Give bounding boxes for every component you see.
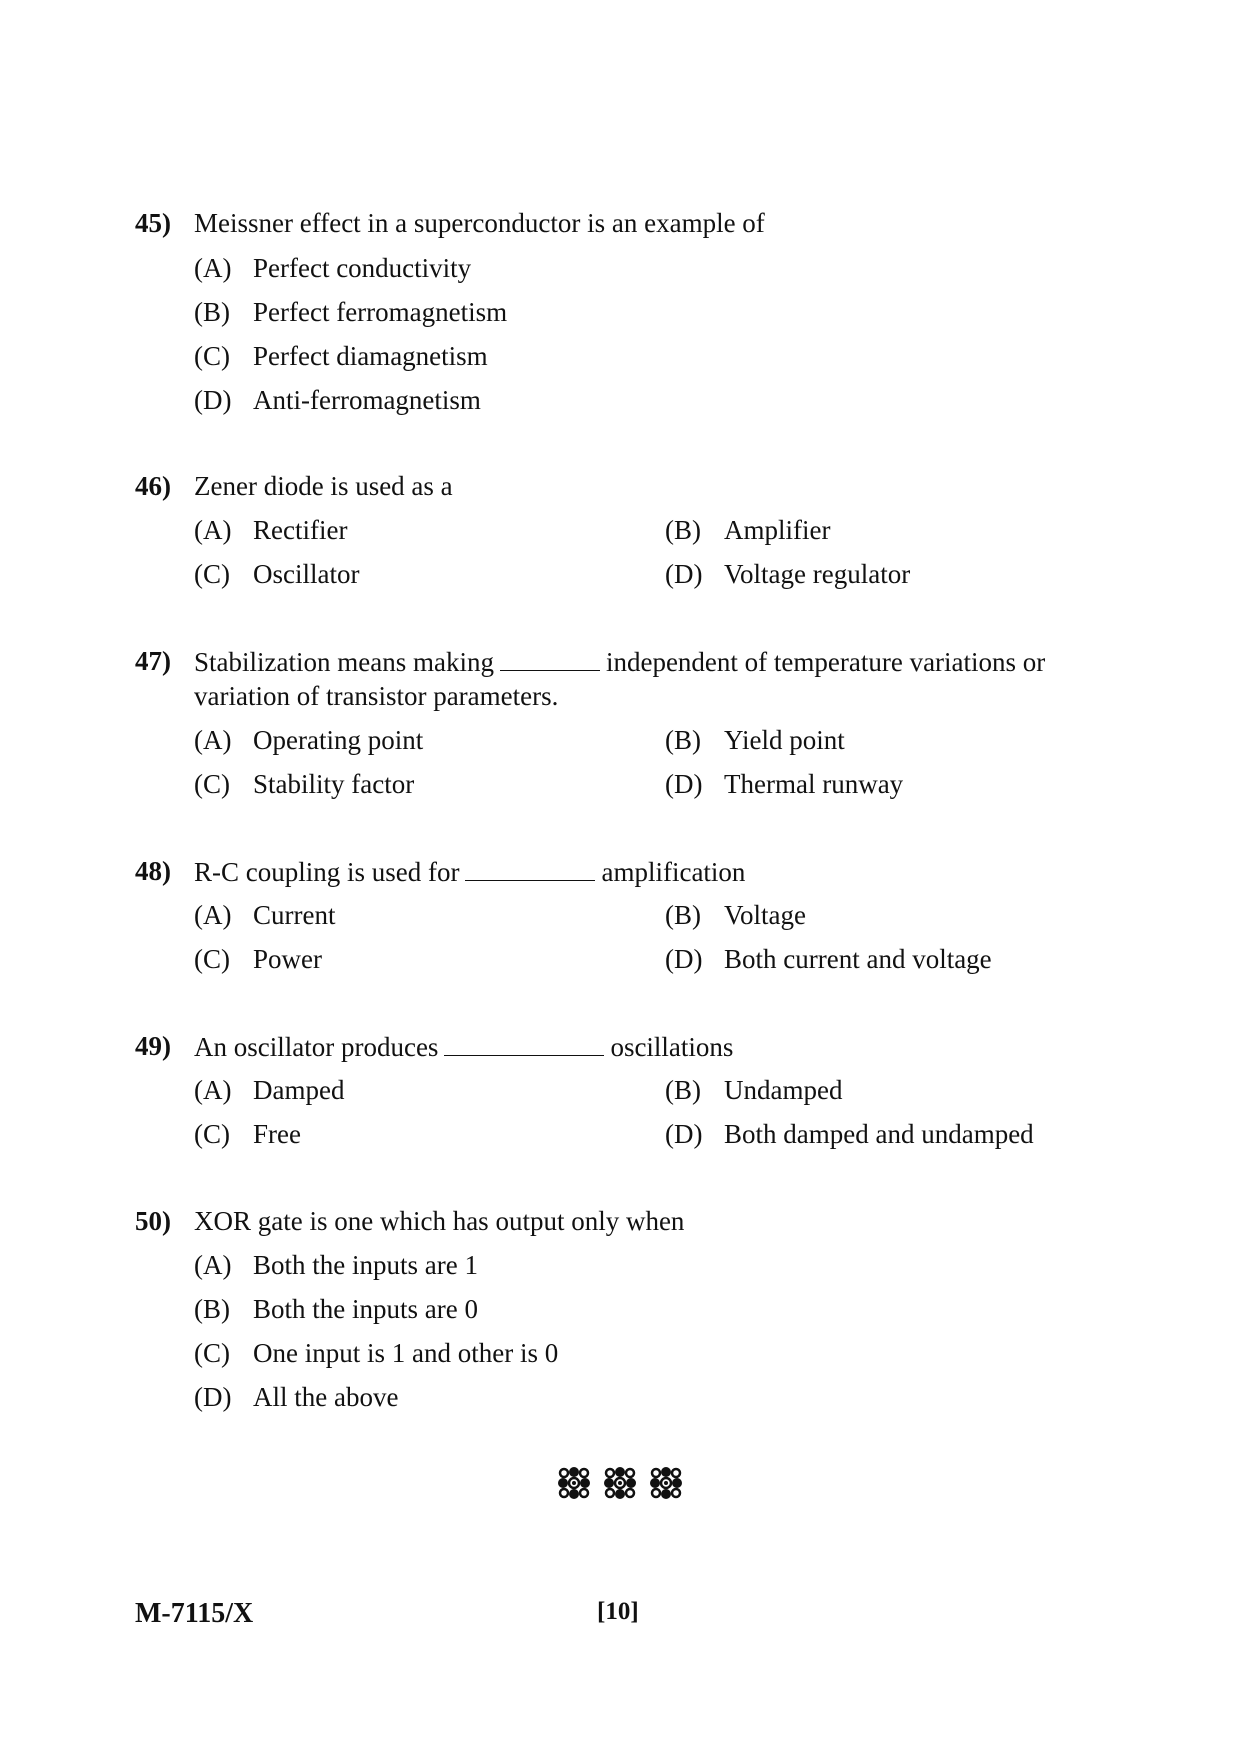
option-text: Both current and voltage — [724, 944, 992, 974]
exam-code: M-7115/X — [135, 1598, 254, 1629]
question-text-before: An oscillator produces — [194, 1032, 439, 1062]
option-text: Perfect ferromagnetism — [253, 297, 508, 327]
option-a — [194, 1077, 344, 1104]
option-label: (B) — [194, 1294, 230, 1324]
option-c — [194, 946, 322, 973]
option-label: (A) — [194, 1075, 232, 1105]
option-text: Oscillator — [253, 559, 360, 589]
ornament-icon — [555, 1463, 685, 1503]
option-c — [194, 1121, 301, 1148]
option-text: Free — [253, 1119, 301, 1149]
question-text — [194, 1033, 733, 1061]
option-label: (B) — [194, 297, 230, 327]
option-label: (D) — [194, 1382, 232, 1412]
option-label: (C) — [194, 559, 230, 589]
option-b — [665, 517, 830, 544]
option-c — [194, 1340, 558, 1367]
option-label: (B) — [665, 1075, 701, 1105]
question-text: XOR gate is one which has output only when — [194, 1206, 685, 1236]
option-b — [665, 1077, 842, 1104]
option-text: Voltage — [724, 900, 806, 930]
page-number: [10] — [597, 1598, 639, 1625]
question-text-before: R-C coupling is used for — [194, 857, 460, 887]
question-text-after: amplification — [601, 857, 746, 887]
option-text: Both damped and undamped — [724, 1119, 1034, 1149]
option-label: (C) — [194, 944, 230, 974]
option-text: Undamped — [724, 1075, 843, 1105]
option-text: All the above — [253, 1382, 399, 1412]
option-label: (D) — [665, 1119, 703, 1149]
option-label: (D) — [665, 944, 703, 974]
option-d — [194, 1384, 398, 1411]
option-label: (D) — [194, 385, 232, 415]
option-text: Current — [253, 900, 336, 930]
option-a — [194, 517, 347, 544]
question-text-after: independent of temperature variations or — [605, 647, 1046, 677]
option-label: (D) — [665, 559, 703, 589]
fill-in-blank — [444, 1033, 604, 1056]
question-text: Zener diode is used as a — [194, 471, 453, 501]
option-b — [194, 299, 507, 326]
option-label: (A) — [194, 515, 232, 545]
question-text-before: Stabilization means making — [194, 647, 494, 677]
option-label: (C) — [194, 769, 230, 799]
question-number: 46) — [135, 471, 171, 501]
fill-in-blank — [500, 648, 600, 671]
option-b — [194, 1296, 478, 1323]
option-text: Perfect diamagnetism — [253, 341, 488, 371]
option-text: One input is 1 and other is 0 — [253, 1338, 559, 1368]
option-c — [194, 561, 359, 588]
option-text: Anti-ferromagnetism — [253, 385, 481, 415]
option-text: Stability factor — [253, 769, 415, 799]
option-a — [194, 255, 471, 282]
option-text: Both the inputs are 1 — [253, 1250, 478, 1280]
option-label: (D) — [665, 769, 703, 799]
option-text: Both the inputs are 0 — [253, 1294, 478, 1324]
question-number: 47) — [135, 646, 171, 676]
option-label: (A) — [194, 253, 232, 283]
option-label: (C) — [194, 341, 230, 371]
option-label: (A) — [194, 900, 232, 930]
option-label: (B) — [665, 515, 701, 545]
option-text: Operating point — [253, 725, 424, 755]
option-b — [665, 902, 806, 929]
option-label: (C) — [194, 1119, 230, 1149]
question-text — [194, 858, 745, 886]
question-text-line2: variation of transistor parameters. — [194, 681, 559, 711]
question-text-after: oscillations — [610, 1032, 734, 1062]
option-label: (B) — [665, 725, 701, 755]
option-d — [665, 946, 992, 973]
question-number: 45) — [135, 208, 171, 238]
option-text: Perfect conductivity — [253, 253, 472, 283]
option-a — [194, 727, 423, 754]
question-number: 48) — [135, 856, 171, 886]
option-text: Damped — [253, 1075, 345, 1105]
option-text: Yield point — [724, 725, 845, 755]
option-text: Amplifier — [724, 515, 831, 545]
option-text: Voltage regulator — [724, 559, 911, 589]
option-d — [665, 561, 910, 588]
option-b — [665, 727, 845, 754]
fill-in-blank — [465, 858, 595, 881]
option-label: (C) — [194, 1338, 230, 1368]
option-d — [194, 387, 481, 414]
question-number: 50) — [135, 1206, 171, 1236]
option-a — [194, 902, 335, 929]
option-c — [194, 771, 414, 798]
option-label: (A) — [194, 1250, 232, 1280]
option-text: Rectifier — [253, 515, 348, 545]
question-text: Meissner effect in a superconductor is an example of — [194, 208, 765, 238]
option-text: Power — [253, 944, 322, 974]
option-label: (A) — [194, 725, 232, 755]
option-a — [194, 1252, 478, 1279]
option-d — [665, 771, 903, 798]
option-label: (B) — [665, 900, 701, 930]
question-number: 49) — [135, 1031, 171, 1061]
question-text — [194, 648, 1045, 676]
option-c — [194, 343, 488, 370]
option-d — [665, 1121, 1034, 1148]
option-text: Thermal runway — [724, 769, 904, 799]
